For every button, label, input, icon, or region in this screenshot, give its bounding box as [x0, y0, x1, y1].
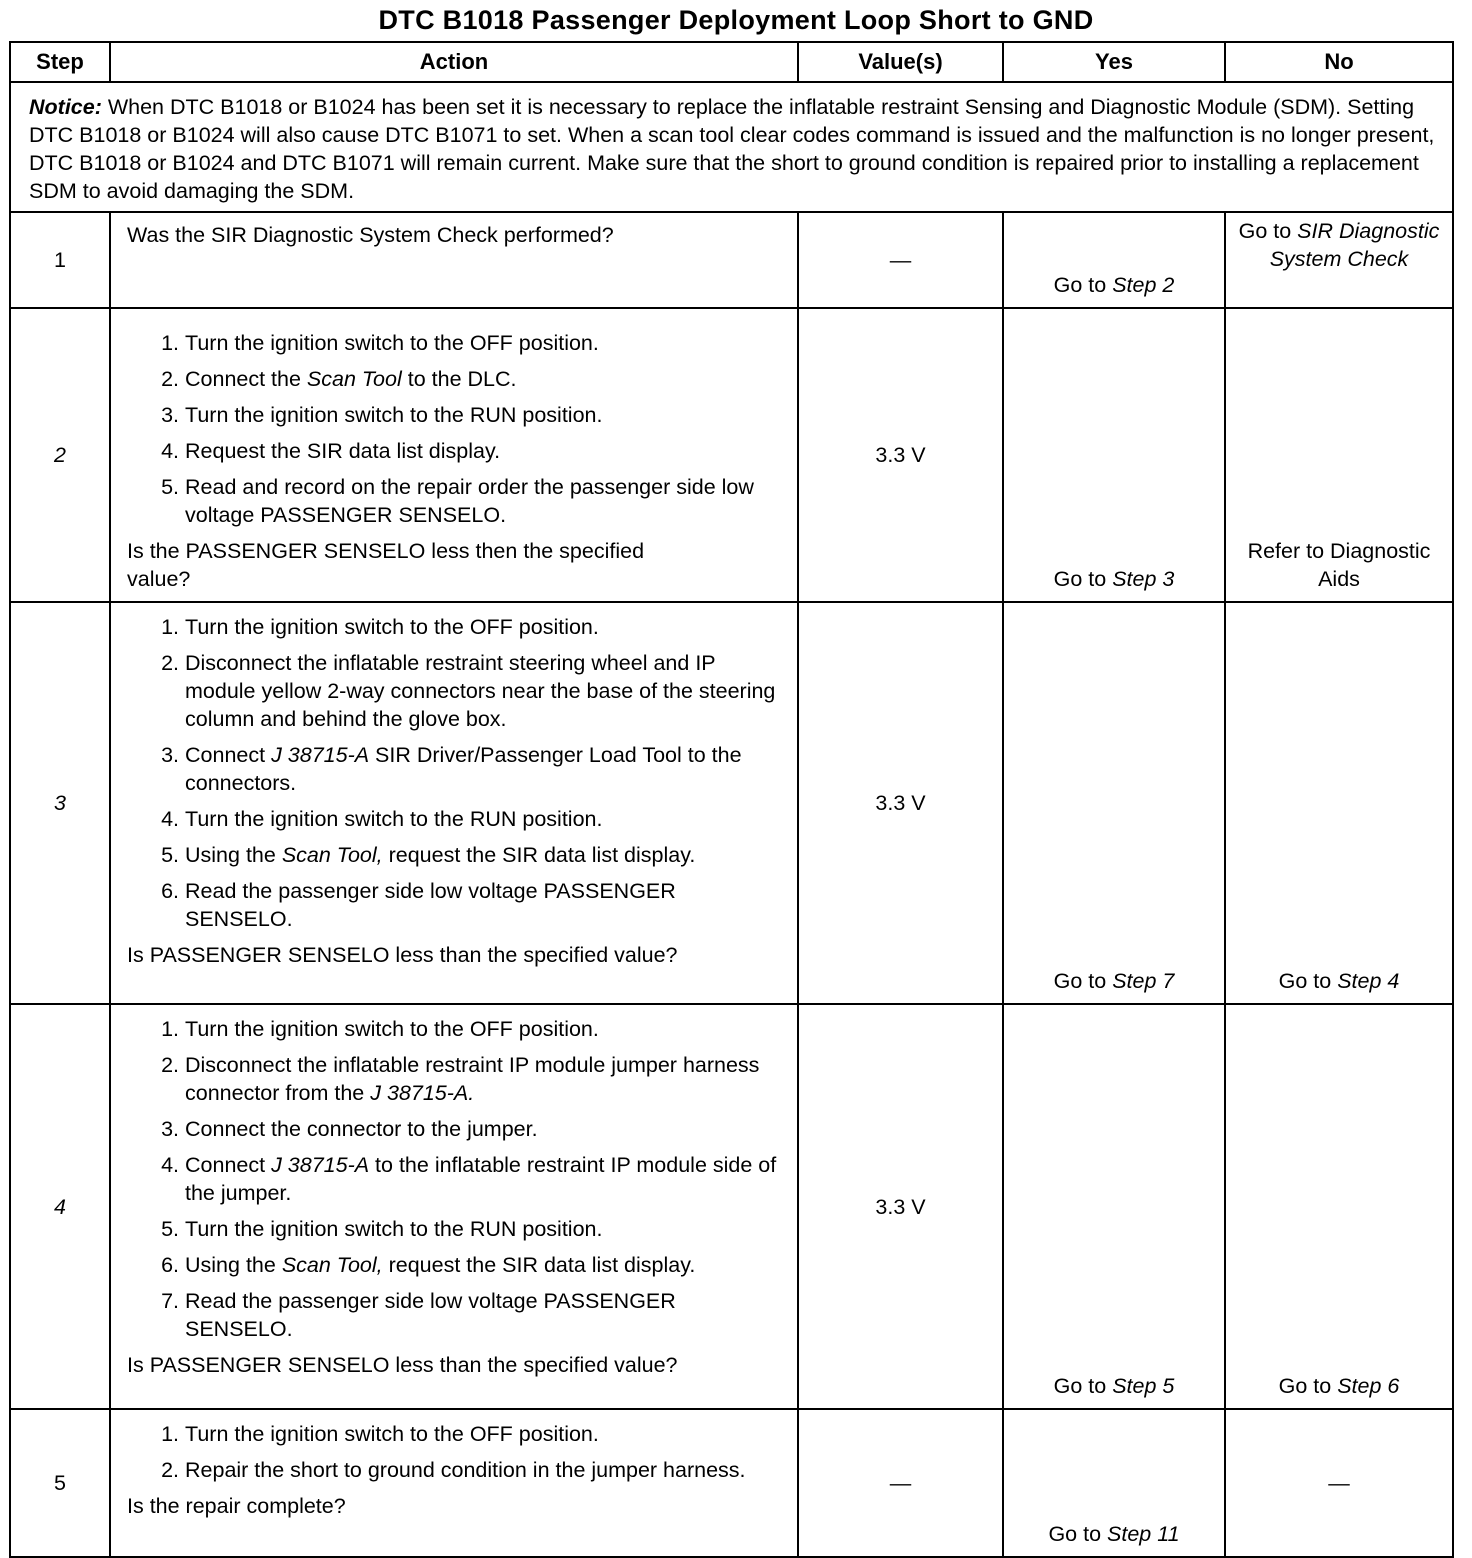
yes-step-link: Step 5: [1112, 1374, 1175, 1398]
table-row: [10, 308, 1453, 602]
notice-text: When DTC B1018 or B1024 has been set it is necessary to replace the inflatable restraint Sensing and Diagnostic Module (SDM). Setting DTC B1018 or B1024 will also cause DTC B1071 to set. When a scan tool clear codes command is issued and the malfunction is no longer present, DTC B1018 or B1024 and DTC B1071 will remain current. Make sure that the short to ground condition is repaired prior to installing a replacement SDM to avoid damaging the SDM.: [29, 95, 1435, 203]
action-question: Is PASSENGER SENSELO less than the specified value?: [127, 943, 678, 967]
no-cell: —: [1225, 1409, 1453, 1557]
list-item: 1. Turn the ignition switch to the OFF position.: [161, 615, 599, 639]
header-row: [10, 42, 1453, 82]
action-steps: [127, 1420, 781, 1484]
value-cell: 3.3 V: [798, 308, 1003, 602]
list-item: 6. Using the Scan Tool, request the SIR data list display.: [161, 1253, 696, 1277]
no-step-link: Step 6: [1337, 1374, 1400, 1398]
action-question: Was the SIR Diagnostic System Check performed?: [127, 223, 614, 247]
action-cell: [110, 308, 798, 602]
yes-cell: [1003, 1409, 1225, 1557]
yes-cell: [1003, 1004, 1225, 1409]
yes-prefix: Go to: [1048, 1522, 1108, 1546]
list-item: 6. Read the passenger side low voltage PASSENGER SENSELO.: [161, 879, 676, 931]
action-steps: [127, 1015, 781, 1343]
value-cell: —: [798, 1409, 1003, 1557]
no-prefix: Go to: [1278, 969, 1338, 993]
list-item: 7. Read the passenger side low voltage PASSENGER SENSELO.: [161, 1289, 676, 1341]
action-question: Is the repair complete?: [127, 1494, 346, 1518]
yes-step-link: Step 11: [1107, 1522, 1180, 1546]
list-item: 2. Disconnect the inflatable restraint IP module jumper harness connector from the J 38715-A.: [161, 1053, 760, 1105]
notice-row: [10, 82, 1453, 212]
header-yes: Yes: [1003, 42, 1225, 82]
yes-cell: [1003, 602, 1225, 1004]
list-item: 5. Using the Scan Tool, request the SIR data list display.: [161, 843, 696, 867]
yes-prefix: Go to: [1053, 567, 1113, 591]
no-cell: [1225, 308, 1453, 602]
diagnostic-table: [9, 41, 1454, 1558]
value-cell: —: [798, 212, 1003, 308]
yes-prefix: Go to: [1053, 1374, 1113, 1398]
no-prefix: Go to: [1238, 219, 1298, 243]
no-prefix: Go to: [1278, 1374, 1338, 1398]
action-question: Is PASSENGER SENSELO less than the specified value?: [127, 1353, 678, 1377]
step-number: 2: [10, 308, 110, 602]
yes-cell: [1003, 212, 1225, 308]
header-values: Value(s): [798, 42, 1003, 82]
list-item: 3. Connect the connector to the jumper.: [161, 1117, 538, 1141]
list-item: 4. Connect J 38715-A to the inflatable restraint IP module side of the jumper.: [161, 1153, 777, 1205]
page-title: DTC B1018 Passenger Deployment Loop Short to GND: [378, 5, 1094, 35]
notice-label: Notice:: [29, 95, 102, 119]
notice-cell: [10, 82, 1453, 212]
table-row: [10, 602, 1453, 1004]
no-cell: [1225, 1004, 1453, 1409]
header-step: Step: [10, 42, 110, 82]
action-steps: [127, 329, 781, 529]
table-row: [10, 1004, 1453, 1409]
yes-step-link: Step 2: [1112, 273, 1175, 297]
list-item: 1. Turn the ignition switch to the OFF position.: [161, 1422, 599, 1446]
list-item: 1. Turn the ignition switch to the OFF position.: [161, 331, 599, 355]
action-cell: [110, 1004, 798, 1409]
list-item: 5. Turn the ignition switch to the RUN position.: [161, 1217, 603, 1241]
value-cell: 3.3 V: [798, 1004, 1003, 1409]
list-item: 3. Turn the ignition switch to the RUN position.: [161, 403, 603, 427]
list-item: 2. Repair the short to ground condition in the jumper harness.: [161, 1458, 746, 1482]
no-step-link: Step 4: [1337, 969, 1400, 993]
step-number: 3: [10, 602, 110, 1004]
list-item: 4. Request the SIR data list display.: [161, 439, 501, 463]
action-cell: [110, 212, 798, 308]
table-row: [10, 1409, 1453, 1557]
table-row: [10, 212, 1453, 308]
step-number: 4: [10, 1004, 110, 1409]
list-item: 3. Connect J 38715-A SIR Driver/Passenger Load Tool to the connectors.: [161, 743, 742, 795]
header-no: No: [1225, 42, 1453, 82]
list-item: 2. Disconnect the inflatable restraint steering wheel and IP module yellow 2-way connectors near the base of the steering column and behind the glove box.: [161, 651, 776, 731]
yes-step-link: Step 3: [1112, 567, 1175, 591]
yes-cell: [1003, 308, 1225, 602]
step-number: 5: [10, 1409, 110, 1557]
list-item: 2. Connect the Scan Tool to the DLC.: [161, 367, 517, 391]
action-cell: [110, 602, 798, 1004]
yes-prefix: Go to: [1053, 969, 1113, 993]
no-cell: [1225, 602, 1453, 1004]
action-cell: [110, 1409, 798, 1557]
yes-prefix: Go to: [1053, 273, 1113, 297]
action-steps: [127, 613, 781, 933]
list-item: 1. Turn the ignition switch to the OFF position.: [161, 1017, 599, 1041]
value-cell: 3.3 V: [798, 602, 1003, 1004]
list-item: 4. Turn the ignition switch to the RUN position.: [161, 807, 603, 831]
no-cell: [1225, 212, 1453, 308]
list-item: 5. Read and record on the repair order the passenger side low voltage PASSENGER SENSELO.: [161, 475, 754, 527]
action-question: Is the PASSENGER SENSELO less then the specified value?: [127, 539, 645, 591]
no-step-link: SIR Diagnostic System Check: [1269, 219, 1440, 271]
header-action: Action: [110, 42, 798, 82]
step-number: 1: [10, 212, 110, 308]
yes-step-link: Step 7: [1112, 969, 1175, 993]
no-text: Refer to Diagnostic Aids: [1247, 539, 1431, 591]
